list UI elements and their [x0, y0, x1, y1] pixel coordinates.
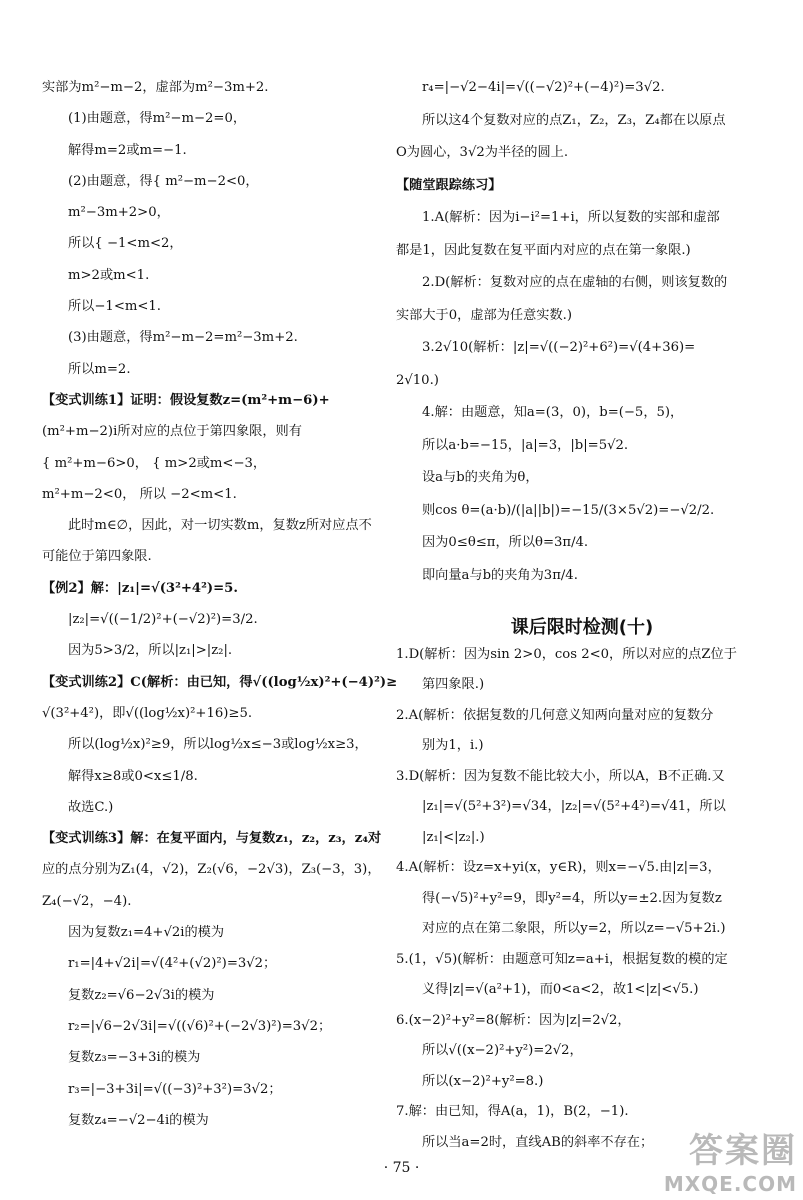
- text-line: |z₁|=√(5²+3²)=√34，|z₂|=√(5²+4²)=√41，所以: [422, 799, 726, 814]
- text-line: r₄=|−√2−4i|=√((−√2)²+(−4)²)=3√2.: [422, 80, 665, 95]
- text-line: 2.D(解析：复数对应的点在虚轴的右侧，则该复数的: [422, 275, 728, 290]
- text-line: 解得m=2或m=−1.: [68, 142, 187, 158]
- text-line: 因为5>3/2，所以|z₁|>|z₂|.: [68, 643, 233, 659]
- text-line: 1.A(解析：因为i−i²=1+i，所以复数的实部和虚部: [422, 210, 720, 225]
- left-column: [42, 78, 412, 1142]
- text-line: (2)由题意，得{ m²−m−2<0，: [68, 173, 259, 189]
- watermark: [664, 1123, 797, 1196]
- text-line: (m²+m−2)i所对应的点位于第四象限，则有: [42, 424, 302, 440]
- text-line: 2√10.): [396, 372, 439, 388]
- text-line: m²−3m+2>0，: [68, 205, 170, 221]
- text-line: (3)由题意，得m²−m−2=m²−3m+2.: [68, 330, 298, 346]
- text-line: 所以{ −1<m<2，: [68, 236, 183, 252]
- text-line: 第四象限.): [422, 677, 485, 692]
- text-line: |z₂|=√((−1/2)²+(−√2)²)=3/2.: [68, 612, 258, 628]
- text-line: 别为1，i.): [422, 738, 484, 753]
- text-line: 实部大于0，虚部为任意实数.): [396, 307, 572, 323]
- text-line: 解得x≥8或0<x≤1/8.: [68, 768, 198, 784]
- text-line: 4.A(解析：设z=x+yi(x，y∈R)，则x=−√5.由|z|=3，: [396, 860, 721, 875]
- text-line: 此时m∈∅，因此，对一切实数m，复数z所对应点不: [68, 518, 372, 534]
- text-line: 对应的点在第二象限，所以y=2，所以z=−√5+2i.): [422, 921, 726, 936]
- text-line: 因为0≤θ≤π，所以θ=3π/4.: [422, 535, 589, 550]
- right-column: [396, 78, 768, 1163]
- text-line: 所以−1<m<1.: [68, 299, 162, 315]
- text-line: r₃=|−3+3i|=√((−3)²+3²)=3√2；: [68, 1081, 282, 1097]
- text-line: √(3²+4²)，即√((log½x)²+16)≥5.: [42, 705, 253, 721]
- text-line: O为圆心，3√2为半径的圆上.: [396, 145, 569, 160]
- text-line: 【例2】解：|z₁|=√(3²+4²)=5.: [42, 580, 238, 596]
- text-line: 所以(x−2)²+y²=8.): [422, 1073, 544, 1089]
- text-line: 应的点分别为Z₁(4，√2)，Z₂(√6，−2√3)，Z₃(−3，3)，: [42, 862, 381, 878]
- text-line: m>2或m<1.: [68, 267, 150, 283]
- text-line: 3.2√10(解析：|z|=√((−2)²+6²)=√(4+36)=: [422, 340, 696, 355]
- text-line: 2.A(解析：依据复数的几何意义知两向量对应的复数分: [396, 707, 714, 723]
- text-line: 则cos θ=(a·b)/(|a||b|)=−15/(3×5√2)=−√2/2.: [422, 502, 715, 518]
- text-line: 所以a·b=−15，|a|=3，|b|=5√2.: [422, 437, 629, 453]
- text-line: 4.解：由题意，知a=(3，0)，b=(−5，5)，: [422, 405, 684, 420]
- text-line: 所以当a=2时，直线AB的斜率不存在；: [422, 1134, 654, 1150]
- text-line: 故选C.): [68, 799, 114, 815]
- text-line: 实部为m²−m−2，虚部为m²−3m+2.: [42, 80, 269, 95]
- text-line: 所以m=2.: [68, 361, 131, 377]
- text-line: 可能位于第四象限.: [42, 549, 152, 565]
- right-column-top: [396, 78, 768, 585]
- text-line: 都是1，因此复数在复平面内对应的点在第一象限.): [396, 242, 691, 258]
- text-line: r₂=|√6−2√3i|=√((√6)²+(−2√3)²)=3√2；: [68, 1018, 332, 1034]
- right-column-bottom: [396, 645, 768, 1152]
- text-line: 得(−√5)²+y²=9，即y²=4，所以y=±2.因为复数z: [422, 890, 722, 906]
- watermark-url: MXQE.COM: [663, 1172, 797, 1196]
- text-line: Z₄(−√2，−4).: [42, 893, 132, 909]
- text-line: 6.(x−2)²+y²=8(解析：因为|z|=2√2，: [396, 1012, 631, 1028]
- text-line: m²+m−2<0， 所以 −2<m<1.: [42, 486, 237, 502]
- watermark-logo: 答案圈: [689, 1131, 797, 1171]
- text-line: { m²+m−6>0， { m>2或m<−3，: [42, 455, 267, 471]
- section-title: 课后限时检测(十): [510, 616, 654, 638]
- text-line: 5.(1，√5)(解析：由题意可知z=a+i，根据复数的模的定: [396, 951, 728, 967]
- text-line: 义得|z|=√(a²+1)，而0<a<2，故1<|z|<√5.): [422, 982, 699, 997]
- text-line: 即向量a与b的夹角为3π/4.: [422, 567, 578, 583]
- text-line: 【变式训练2】C(解析：由已知，得√((log½x)²+(−4)²)≥: [42, 674, 398, 690]
- text-line: r₁=|4+√2i|=√(4²+(√2)²)=3√2；: [68, 956, 277, 972]
- text-line: 所以(log½x)²≥9，所以log½x≤−3或log½x≥3，: [68, 737, 368, 753]
- page-number: · 75 ·: [383, 1160, 420, 1176]
- text-line: 3.D(解析：因为复数不能比较大小，所以A，B不正确.又: [396, 768, 725, 784]
- text-line: 【变式训练1】证明：假设复数z=(m²+m−6)+: [42, 392, 330, 408]
- text-line: 复数z₄=−√2−4i的模为: [68, 1112, 209, 1128]
- text-line: 7.解：由已知，得A(a，1)，B(2，−1).: [396, 1104, 629, 1119]
- text-line: 【随堂跟踪练习】: [396, 177, 502, 193]
- text-line: (1)由题意，得m²−m−2=0，: [68, 111, 247, 127]
- text-line: 设a与b的夹角为θ，: [422, 470, 539, 485]
- text-line: 复数z₃=−3+3i的模为: [68, 1050, 201, 1066]
- text-line: 所以这4个复数对应的点Z₁，Z₂，Z₃，Z₄都在以原点: [422, 112, 726, 128]
- text-line: |z₁|<|z₂|.): [422, 829, 485, 845]
- text-line: 因为复数z₁=4+√2i的模为: [68, 925, 225, 941]
- text-line: 【变式训练3】解：在复平面内，与复数z₁，z₂，z₃，z₄对: [42, 831, 382, 847]
- text-line: 所以√((x−2)²+y²)=2√2，: [422, 1043, 583, 1058]
- text-line: 复数z₂=√6−2√3i的模为: [68, 987, 215, 1003]
- text-line: 1.D(解析：因为sin 2>0，cos 2<0，所以对应的点Z位于: [396, 646, 737, 662]
